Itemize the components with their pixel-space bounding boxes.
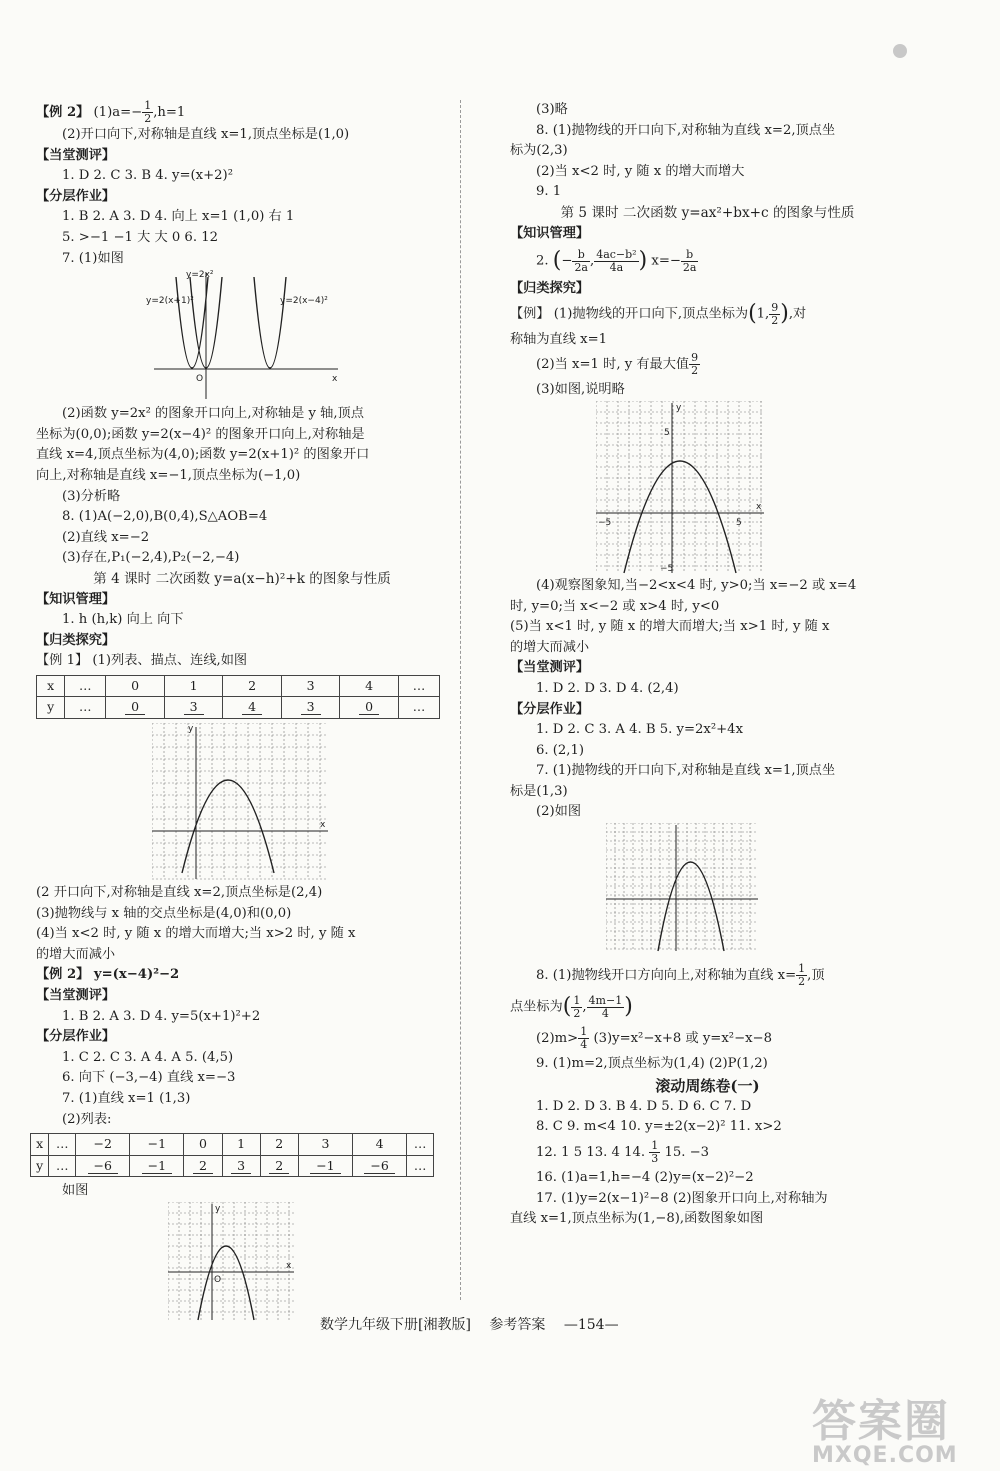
x-axis-label: x	[332, 374, 338, 385]
table-cell: 3	[298, 1134, 352, 1156]
text-line: (2)当 x<2 时, y 随 x 的增大而增大	[536, 163, 745, 179]
text-line: 向上,对称轴是直线 x=−1,顶点坐标为(−1,0)	[36, 467, 301, 483]
table-row	[31, 1155, 434, 1177]
table-cell: …	[65, 697, 106, 719]
curve-label: y=2x²	[186, 270, 214, 281]
page-number: —154—	[563, 1317, 619, 1333]
text-line: (5)当 x<1 时, y 随 x 的增大而增大;当 x>1 时, y 随 x	[510, 619, 830, 635]
answer-line: 1. D 2. D 3. B 4. D 5. D 6. C 7. D	[536, 1098, 752, 1114]
table-cell: −6	[353, 1155, 407, 1177]
answer-line: 8. C 9. m<4 10. y=±2(x−2)² 11. x>2	[536, 1119, 782, 1135]
table-cell: 2	[260, 1134, 298, 1156]
text-line: (4)当 x<2 时, y 随 x 的增大而增大;当 x>2 时, y 随 x	[36, 926, 356, 942]
graph-three-parabolas	[146, 269, 346, 404]
text-line: 标为(2,3)	[510, 143, 568, 159]
answer-line: 1. B 2. A 3. D 4. y=5(x+1)²+2	[62, 1008, 261, 1024]
text-line: (3)略	[536, 102, 568, 117]
text-line: 8. (1)A(−2,0),B(0,4),S△AOB=4	[62, 509, 268, 525]
table-cell: 4	[340, 675, 399, 697]
answer-line: 1. C 2. C 3. A 4. A 5. (4,5)	[62, 1049, 234, 1065]
text-line: (2 开口向下,对称轴是直线 x=2,顶点坐标是(2,4)	[36, 885, 323, 901]
section-heading: 【知识管理】	[36, 591, 116, 607]
q8a-line: 8. (1)抛物线开口方向向上,对称轴为直线 x= $\frac{1}{2}$ ,顶	[536, 962, 825, 989]
text-line: 直线 x=4,顶点坐标为(4,0);函数 y=2(x+1)² 的图象开口	[36, 447, 370, 463]
table-cell: 1	[222, 1134, 260, 1156]
table-cell: 2	[184, 1155, 222, 1177]
table-cell: …	[49, 1134, 76, 1156]
answer-line: 17. (1)y=2(x−1)²−8 (2)图象开口向上,对称轴为	[536, 1190, 828, 1206]
section-heading: 【分层作业】	[36, 188, 116, 204]
table-row	[31, 1134, 434, 1156]
table-cell: 0	[106, 697, 165, 719]
table-cell: …	[407, 1155, 434, 1177]
table-cell: 3	[222, 1155, 260, 1177]
value-table-2	[30, 1133, 434, 1177]
curve-label: y=2(x+1)²	[146, 296, 194, 307]
text-line: 的增大而减小	[36, 946, 116, 962]
table-cell: −1	[298, 1155, 352, 1177]
answer-line: 6. (2,1)	[536, 742, 585, 758]
section-title: 滚动周练卷(一)	[655, 1077, 760, 1096]
tick-label: −5	[598, 517, 612, 528]
max-value-line: (2)当 x=1 时, y 有最大值 $\frac{9}{2}$	[536, 351, 699, 378]
left-column	[36, 100, 448, 1322]
text-line: (3)如图,说明略	[536, 382, 625, 398]
origin-label: O	[214, 1274, 222, 1285]
q8c-line: (2)m> $\frac{1}{4}$ (3)y=x²−x+8 或 y=x²−x−8	[536, 1024, 772, 1051]
table-cell: −6	[76, 1155, 130, 1177]
table-row	[37, 697, 440, 719]
answer-line: 1. B 2. A 3. D 4. 向上 x=1 (1,0) 右 1	[62, 209, 295, 225]
text-line: (2)如图	[536, 804, 582, 820]
text-line: 称轴为直线 x=1	[510, 331, 608, 347]
table-cell: 0	[184, 1134, 222, 1156]
text-line: 【例 1】 (1)列表、描点、连线,如图	[36, 653, 248, 669]
q8b-line: 点坐标为( $\frac{1}{2}$ , $\frac{4m-1}{4}$ )	[510, 993, 633, 1020]
section-heading: 【当堂测评】	[510, 660, 590, 676]
table-cell: y	[37, 697, 65, 719]
answer-line: 5. >−1 −1 大 大 0 6. 12	[62, 229, 218, 245]
answer-line: 1. D 2. C 3. A 4. B 5. y=2x²+4x	[536, 722, 744, 738]
section-heading: 【当堂测评】	[36, 147, 116, 163]
table-cell: 0	[106, 675, 165, 697]
graph-parabola-vertex-1-4.5	[596, 401, 768, 576]
text-line: (3)分析略	[62, 488, 121, 504]
table-cell: −1	[130, 1155, 184, 1177]
fraction: $\frac{1}{2}$	[144, 99, 152, 125]
text-line: (2)开口向下,对称轴是直线 x=1,顶点坐标是(1,0)	[62, 127, 350, 142]
y-axis-label: y	[188, 724, 194, 735]
text-line: (2)直线 x=−2	[62, 529, 150, 545]
text-line: (4)观察图象知,当−2<x<4 时, y>0;当 x=−2 或 x=4	[536, 577, 857, 593]
text-line: 7. (1)抛物线的开口向下,对称轴是直线 x=1,顶点坐	[536, 763, 836, 779]
text-line: (2)函数 y=2x² 的图象开口向上,对称轴是 y 轴,顶点	[62, 406, 364, 422]
example-line: 【例】 (1)抛物线的开口向下,顶点坐标为(1, $\frac{9}{2}$ ),对	[510, 300, 807, 327]
section-heading: 【归类探究】	[36, 632, 116, 648]
after-graph-block	[36, 883, 448, 965]
text-line: 如图	[62, 1183, 89, 1199]
text-line: 的增大而减小	[510, 639, 590, 655]
watermark: 答案圈 MXQE.COM	[812, 1396, 958, 1468]
table-cell: 4	[353, 1134, 407, 1156]
graph-parabola-small	[606, 823, 762, 953]
answer-line: 1. h (h,k) 向上 向下	[62, 612, 184, 628]
table-cell: −2	[76, 1134, 130, 1156]
text-line: 时, y=0;当 x<−2 或 x>4 时, y<0	[510, 598, 720, 614]
table-cell: 4	[223, 697, 282, 719]
table-cell: 3	[164, 697, 223, 719]
answer-line: 直线 x=1,顶点坐标为(1,−8),函数图象如图	[510, 1211, 764, 1227]
decorative-dot	[893, 44, 907, 58]
graph-parabola-vertex-2-4	[152, 723, 332, 883]
tick-label: −5	[660, 563, 674, 574]
section-heading: 【当堂测评】	[36, 988, 116, 1004]
section-heading: 【归类探究】	[510, 280, 590, 296]
y-axis-label: y	[676, 402, 682, 413]
text-line: (3)抛物线与 x 轴的交点坐标是(4,0)和(0,0)	[36, 905, 292, 921]
page-footer	[320, 1314, 633, 1334]
ex2b-line: 【例 2】 y=(x−4)²−2	[36, 967, 180, 983]
table-cell: −1	[130, 1134, 184, 1156]
tick-label: 5	[736, 517, 742, 528]
table-cell: …	[49, 1155, 76, 1177]
text-line: 8. (1)抛物线的开口向下,对称轴为直线 x=2,顶点坐	[536, 122, 836, 138]
vertex-formula-line: 2. (− $\frac{b}{2a}$ , $\frac{\text{4ac−b²}}{4a}$ ) x=− $\frac{b}{2a}$	[536, 247, 697, 274]
table-cell: …	[398, 697, 439, 719]
section-heading: 【知识管理】	[510, 225, 590, 241]
table-cell: x	[37, 675, 65, 697]
text-line: 坐标为(0,0);函数 y=2(x−4)² 的图象开口向上,对称轴是	[36, 426, 365, 442]
text-line: 7. (1)直线 x=1 (1,3)	[62, 1091, 191, 1106]
answer-line: 12. 1 5 13. 4 14. $\frac{1}{3}$ 15. −3	[536, 1138, 710, 1165]
text-line: 标是(1,3)	[510, 783, 568, 799]
observation-block	[510, 576, 905, 658]
curve-label: y=2(x−4)²	[280, 296, 328, 307]
answer-line: 1. D 2. C 3. B 4. y=(x+2)²	[62, 168, 233, 184]
text-line: 9. 1	[536, 184, 562, 200]
table-cell: …	[398, 675, 439, 697]
text-line: 7. (1)如图	[62, 250, 124, 266]
x-axis-label: x	[320, 820, 326, 831]
origin-label: O	[196, 374, 204, 385]
table-cell: 2	[260, 1155, 298, 1177]
table-row	[37, 675, 440, 697]
footer-section: 参考答案	[489, 1317, 546, 1333]
lesson-title: 第 5 课时 二次函数 y=ax²+bx+c 的图象与性质	[560, 204, 855, 221]
x-axis-label: x	[756, 501, 762, 512]
book-title: 数学九年级下册[湘教版]	[320, 1317, 471, 1333]
text-line: 9. (1)m=2,顶点坐标为(1,4) (2)P(1,2)	[536, 1055, 768, 1071]
lesson-title: 第 4 课时 二次函数 y=a(x−h)²+k 的图象与性质	[93, 570, 391, 587]
section-heading: 【分层作业】	[510, 701, 590, 717]
section-heading: 【分层作业】	[36, 1029, 116, 1045]
tick-label: 5	[664, 427, 670, 438]
ex2-line: 【例 2】 (1)a=− $\frac{1}{2}$ ,h=1	[36, 99, 186, 125]
answer-line: 6. 向下 (−3,−4) 直线 x=−3	[62, 1070, 236, 1086]
answer-line: 16. (1)a=1,h=−4 (2)y=(x−2)²−2	[536, 1169, 754, 1185]
table-cell: 1	[164, 675, 223, 697]
q7b-block	[36, 404, 448, 486]
table-cell: 2	[223, 675, 282, 697]
table-cell: 3	[281, 675, 340, 697]
table-cell: 0	[340, 697, 399, 719]
y-axis-label: y	[215, 1203, 221, 1214]
answer-line: 1. D 2. D 3. D 4. (2,4)	[536, 680, 679, 696]
value-table-1	[36, 675, 440, 719]
text-line: (2)列表:	[62, 1111, 112, 1127]
x-axis-label: x	[286, 1260, 292, 1271]
column-divider	[460, 100, 461, 1300]
table-cell: 3	[281, 697, 340, 719]
table-cell: …	[65, 675, 106, 697]
table-cell: y	[31, 1155, 49, 1177]
table-cell: …	[407, 1134, 434, 1156]
right-column	[510, 100, 905, 1230]
table-cell: x	[31, 1134, 49, 1156]
graph-parabola-vertex-1-3	[168, 1202, 298, 1322]
text-line: (3)存在,P₁(−2,4),P₂(−2,−4)	[62, 550, 240, 566]
